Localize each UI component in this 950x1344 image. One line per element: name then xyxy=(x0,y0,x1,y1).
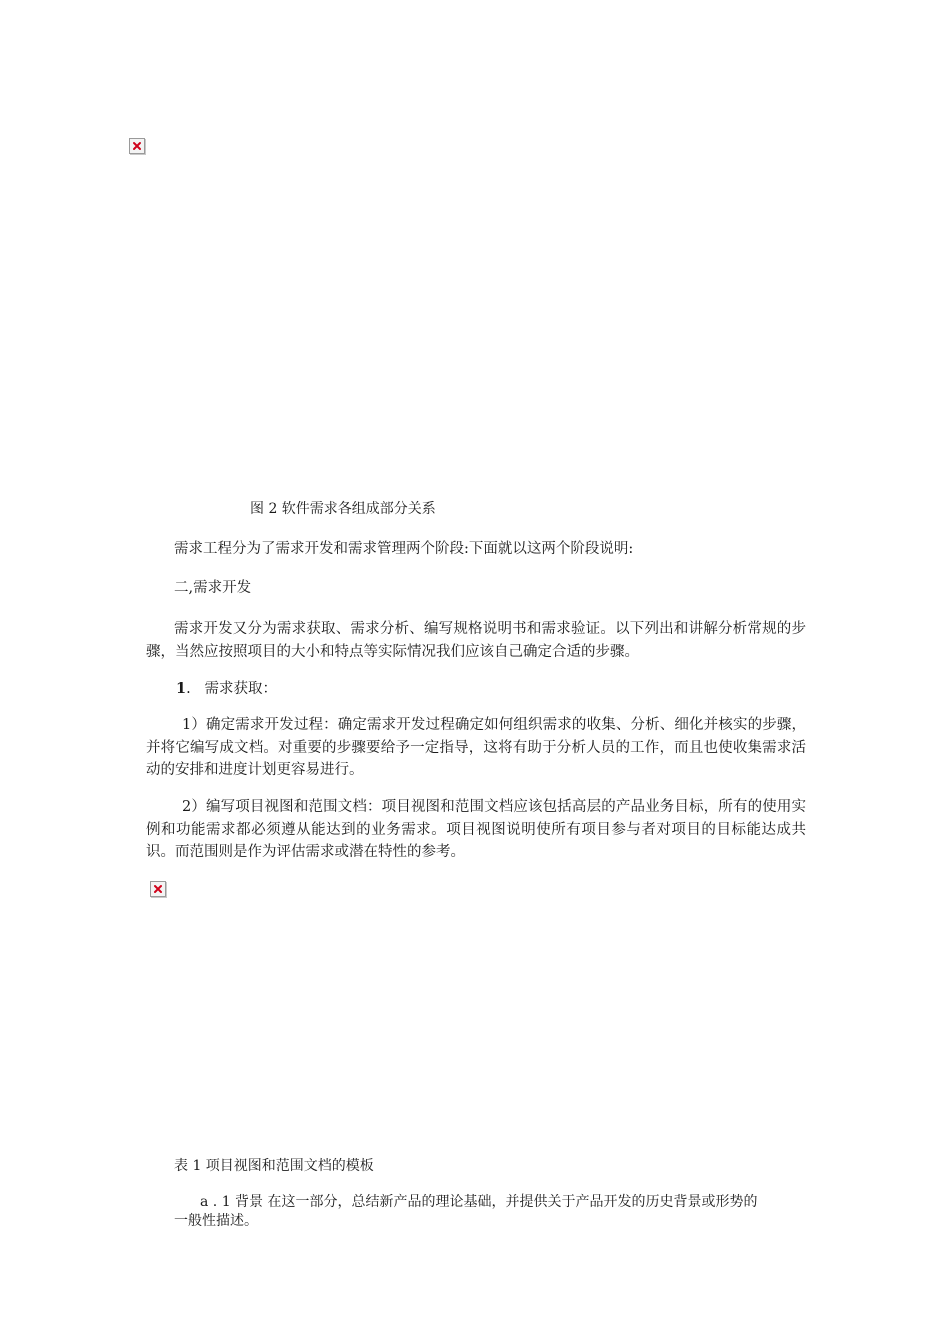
section-paragraph: 需求开发又分为需求获取、需求分析、编写规格说明书和需求验证。以下列出和讲解分析常规的步骤，当然应按照项目的大小和特点等实际情况我们应该自己确定合适的步骤。 xyxy=(146,621,806,660)
broken-image-icon xyxy=(150,881,166,897)
list-item-title: 需求获取： xyxy=(204,681,278,697)
list-item-separator: . xyxy=(186,681,191,697)
template-item-line: a . 1 背景 在这一部分，总结新产品的理论基础，并提供关于产品开发的历史背景或形势的 xyxy=(200,1194,758,1210)
list-item-number: 1 xyxy=(176,680,187,697)
intro-paragraph: 需求工程分为了需求开发和需求管理两个阶段:下面就以这两个阶段说明: xyxy=(174,541,634,557)
broken-image-icon xyxy=(129,138,145,154)
list-item-heading xyxy=(176,678,277,700)
step-1-paragraph: 1）确定需求开发过程：确定需求开发过程确定如何组织需求的收集、分析、细化并核实的步骤，并将它编写成文档。对重要的步骤要给予一定指导，这将有助于分析人员的工作，而且也使收集需求活动的安排和进度计划更容易进行。 xyxy=(146,717,806,778)
table-caption: 表 1 项目视图和范围文档的模板 xyxy=(174,1158,374,1174)
figure-caption: 图 2 软件需求各组成部分关系 xyxy=(250,501,436,517)
step-2-paragraph: 2）编写项目视图和范围文档：项目视图和范围文档应该包括高层的产品业务目标，所有的使用实例和功能需求都必须遵从能达到的业务需求。项目视图说明使所有项目参与者对项目的目标能达成共识。而范围则是作为评估需求或潜在特性的参考。 xyxy=(146,799,806,860)
template-item-line: 一般性描述。 xyxy=(174,1213,258,1229)
section-heading: 二,需求开发 xyxy=(174,580,252,596)
